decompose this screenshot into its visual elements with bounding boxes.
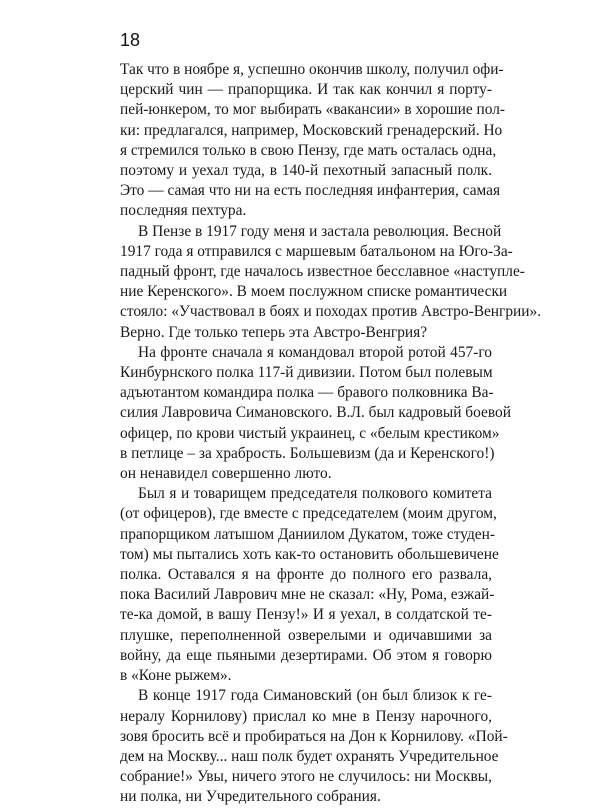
text-line: Был я и товарищем председателя полкового комитета — [138, 485, 492, 503]
text-line: те-ка домой, в вашу Пензу!» И я уехал, в солдатской те- — [120, 606, 492, 624]
text-line: зовя бросить всё и пробираться на Дон к Корнилову. «Пой- — [120, 727, 508, 745]
text-line: адъютантом командира полка — бравого полковника Ва- — [120, 384, 494, 402]
text-line: последняя пехтура. — [120, 202, 247, 220]
text-line: Это — самая что ни на есть последняя инфантерия, самая — [120, 182, 501, 200]
text-line: в петлице – за храбрость. Большевизм (да и Керенского!) — [120, 444, 495, 462]
text-line: он ненавидел совершенно люто. — [120, 465, 332, 483]
text-line: нералу Корнилову) прислал ко мне в Пензу нарочного, — [120, 707, 492, 725]
text-line: собрание!» Увы, ничего этого не случилось: ни Москвы, — [120, 768, 492, 786]
text-line: (от офицеров), где вместе с председателем (моим другом, — [120, 505, 497, 523]
text-line: том) мы пытались хоть как-то остановить обольшевичене — [120, 545, 499, 563]
text-line: плушке, переполненной озверелыми и одичавшими за — [120, 626, 492, 644]
text-line: На фронте сначала я командовал второй ротой 457-го — [138, 343, 492, 361]
text-line: падный фронт, где началось известное бесславное «наступле- — [120, 263, 525, 281]
text-line: дем на Москву... наш полк будет охранять Учредительное — [120, 747, 499, 765]
text-line: поэтому и уехал туда, в 140-й пехотный запасный полк. — [120, 162, 492, 180]
paragraph-3 — [120, 343, 511, 484]
text-line: я стремился только в свою Пензу, где мать осталась одна, — [120, 141, 497, 159]
paragraph-2 — [120, 222, 542, 343]
text-line: пока Василий Лаврович мне не сказал: «Ну, Рома, езжай- — [120, 586, 495, 604]
text-line: полка. Оставался я на фронте до полного его развала, — [120, 566, 492, 584]
text-line: офицер, по крови чистый украинец, с «белым крестиком» — [120, 424, 500, 442]
paragraph-1 — [120, 60, 506, 222]
page-number: 18 — [120, 30, 141, 50]
text-line: церский чин — прапорщика. И так как кончил я порту- — [120, 81, 492, 99]
text-line: В конце 1917 года Симановский (он был близок к ге- — [138, 687, 492, 705]
text-line: ни полка, ни Учредительного собрания. — [120, 788, 381, 806]
text-line: ки: предлагался, например, Московский гренадерский. Но — [120, 121, 503, 139]
text-line: войну, да еще пьяными дезертирами. Об этом я говорю — [120, 646, 492, 664]
text-line: в «Коне рыжем». — [120, 667, 232, 685]
text-line: Верно. Где только теперь эта Австро-Венгрия? — [120, 323, 428, 341]
text-line: пей-юнкером, то мог выбирать «вакансии» в хорошие пол- — [120, 101, 506, 119]
text-line: прапорщиком латышом Даниилом Дукатом, тоже студен- — [120, 525, 495, 543]
text-line: В Пензе в 1917 году меня и застала революция. Весной — [138, 222, 502, 240]
paragraph-5 — [120, 686, 508, 807]
paragraph-4 — [120, 484, 499, 686]
text-line: 1917 года я отправился с маршевым батальоном на Юго-За- — [120, 242, 513, 260]
body-text — [120, 60, 542, 808]
text-line: Так что в ноябре я, успешно окончив школу, получил офи- — [120, 61, 504, 78]
text-line: стояло: «Участвовал в боях и походах против Австро-Венгрии». — [120, 303, 542, 321]
text-line: Кинбурнского полка 117-й дивизии. Потом был полевым — [120, 364, 493, 382]
text-line: силия Лавровича Симановского. В.Л. был кадровый боевой — [120, 404, 511, 422]
text-line: ние Керенского». В моем послужном списке романтически — [120, 283, 508, 301]
